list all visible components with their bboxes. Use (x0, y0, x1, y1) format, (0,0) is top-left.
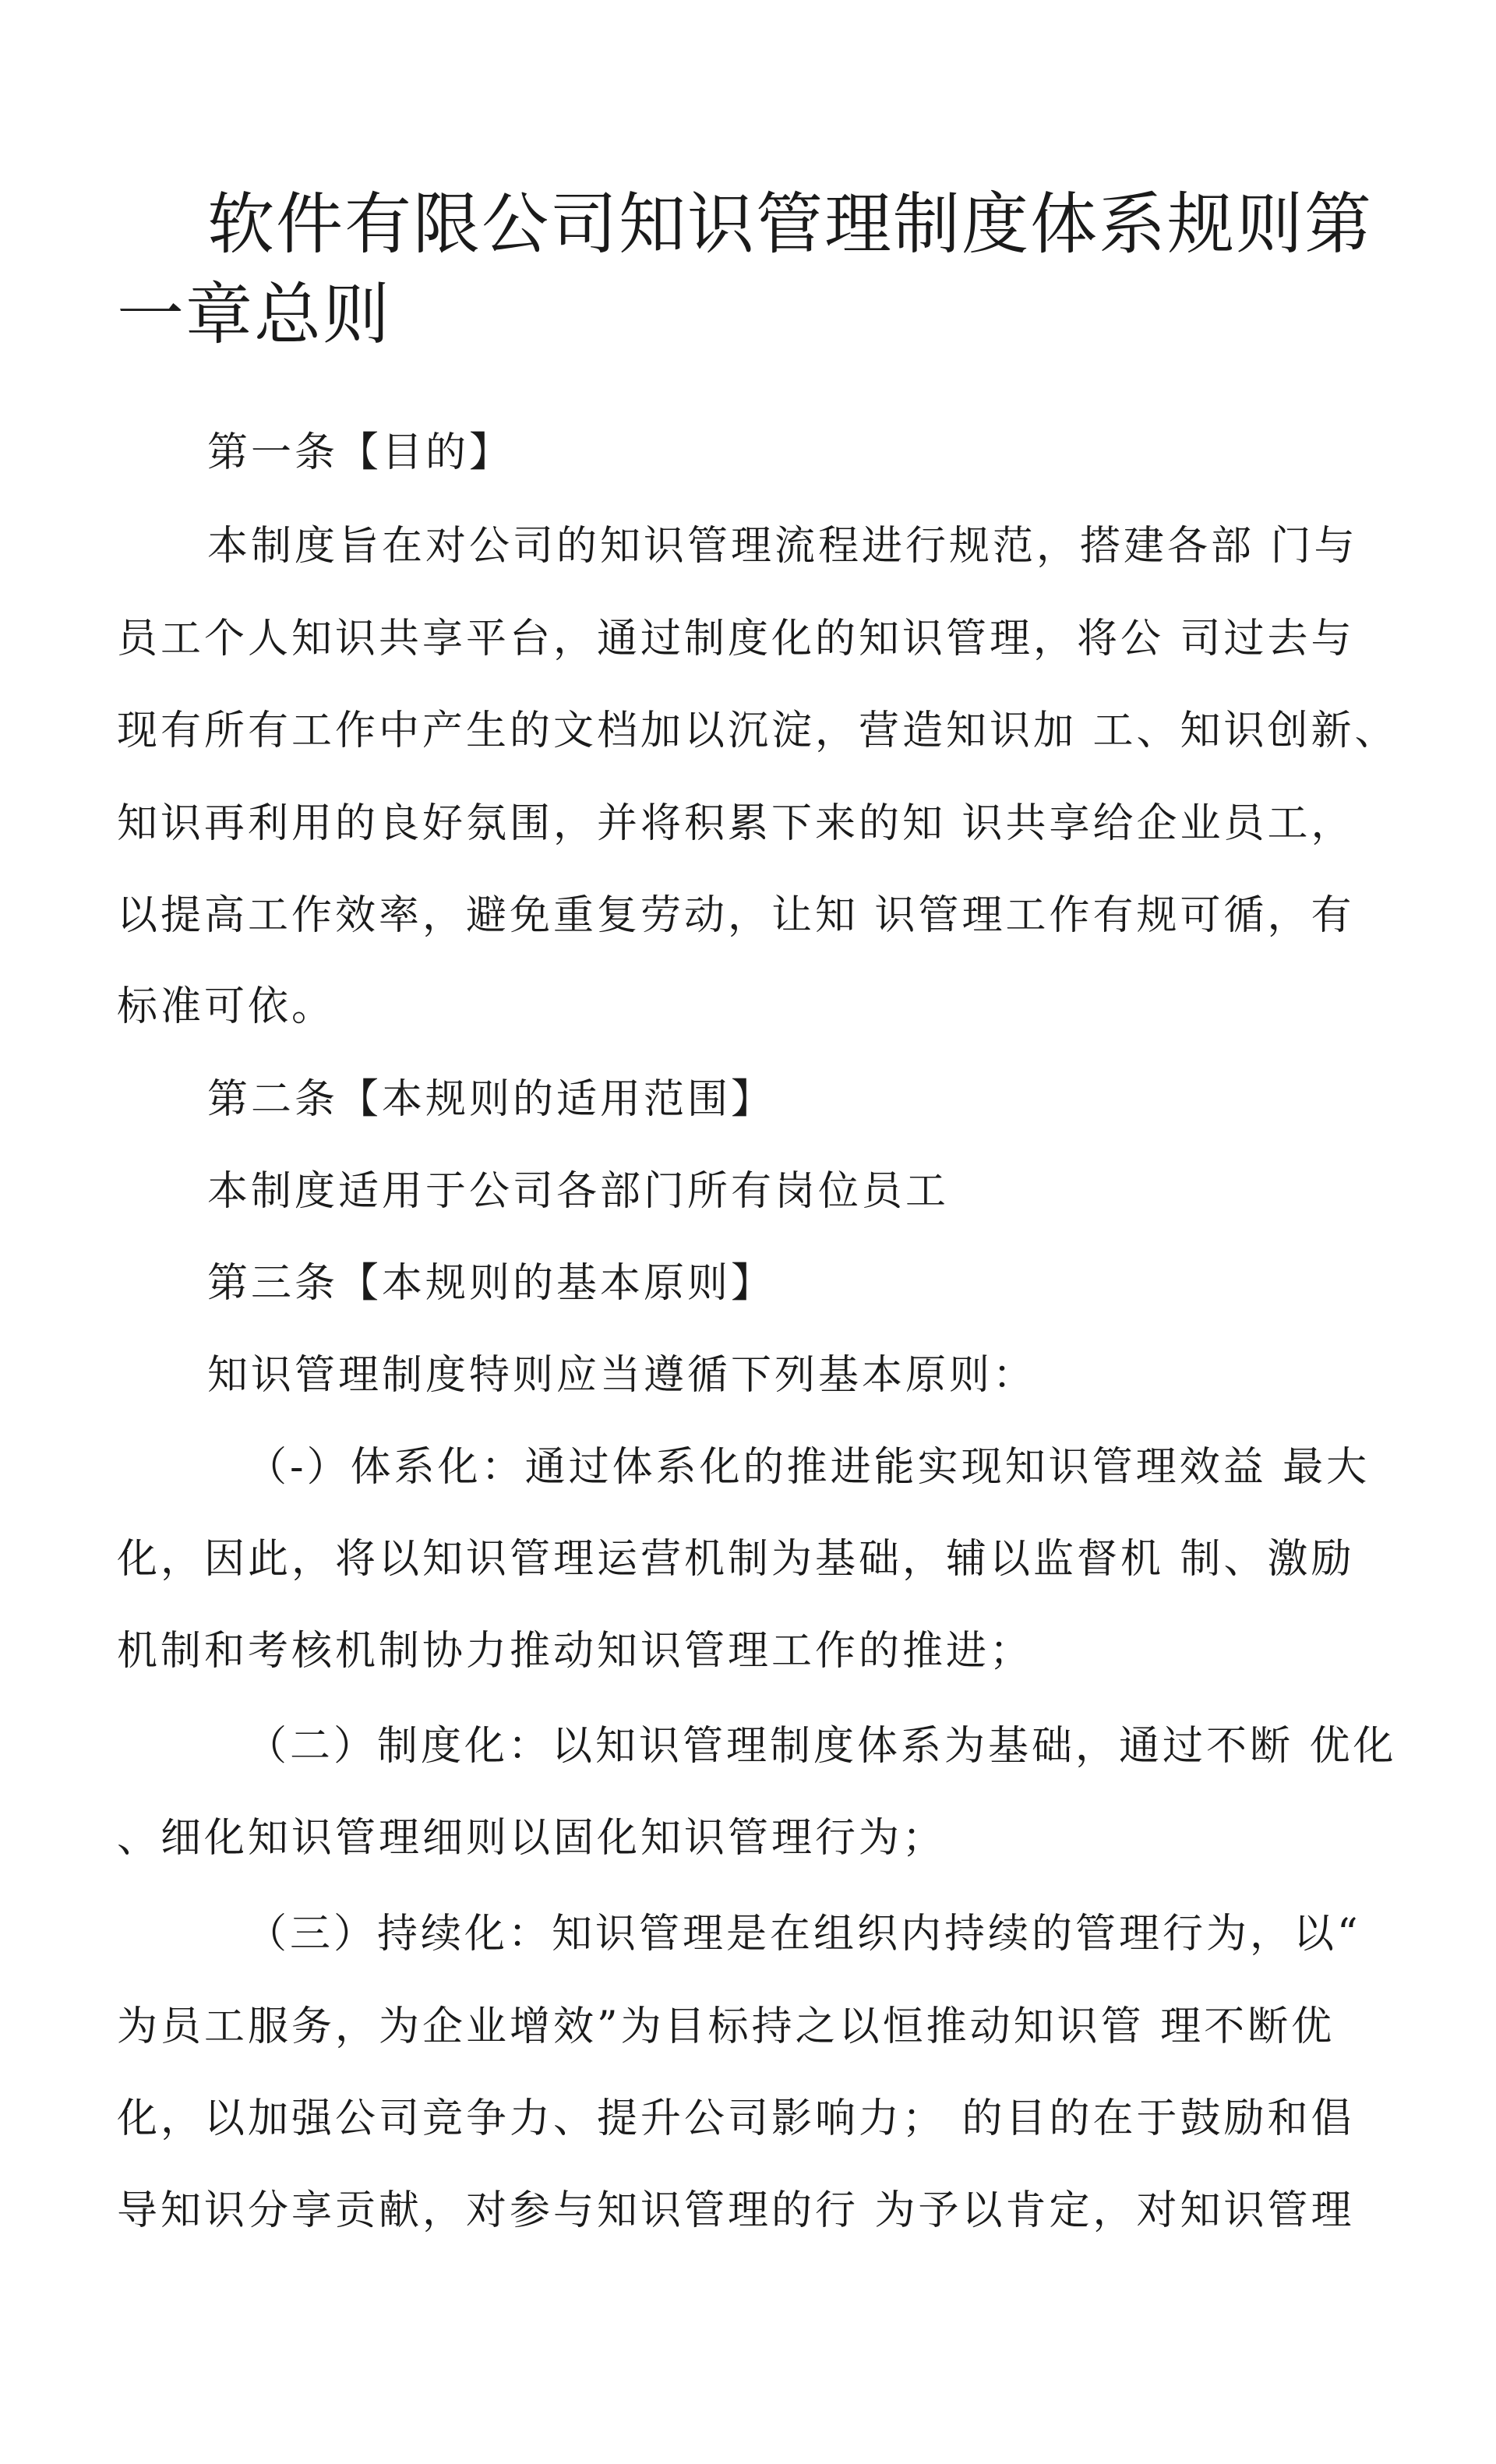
document-title-line-1: 软件有限公司知识管理制度体系规则第 (207, 185, 1373, 263)
paragraph-line: 为员工服务，为企业增效”为目标持之以恒推动知识管 理不断优 (117, 2003, 1335, 2050)
paragraph-line: 知识再利用的良好氛围，并将积累下来的知 识共享给企业员工， (117, 800, 1355, 847)
paragraph-line: 化，因此，将以知识管理运营机制为基础，辅以监督机 制、激励 (117, 1536, 1355, 1583)
paragraph-line: 员工个人知识共享平台，通过制度化的知识管理，将公 司过去与 (117, 616, 1355, 662)
paragraph-line: 本制度适用于公司各部门所有岗位员工 (207, 1168, 950, 1215)
principle-3-line: （三）持续化：知识管理是在组织内持续的管理行为，以“ (246, 1911, 1361, 1957)
paragraph-line: 现有所有工作中产生的文档加以沉淀，营造知识加 工、知识创新、 (117, 708, 1399, 754)
article-1-heading: 第一条【目的】 (207, 429, 513, 476)
paragraph-line: 以提高工作效率，避免重复劳动，让知 识管理工作有规可循，有 (117, 892, 1355, 939)
paragraph-line: 、细化知识管理细则以固化知识管理行为； (117, 1815, 947, 1862)
article-3-heading: 第三条【本规则的基本原则】 (207, 1260, 775, 1307)
document-title-line-2: 一章总则 (117, 276, 391, 354)
principle-2-line: （二）制度化：以知识管理制度体系为基础，通过不断 优化 (246, 1723, 1397, 1770)
paragraph-line: 导知识分享贡献，对参与知识管理的行 为予以肯定，对知识管理 (117, 2187, 1355, 2234)
paragraph-line: 机制和考核机制协力推动知识管理工作的推进； (117, 1628, 1034, 1675)
article-2-heading: 第二条【本规则的适用范围】 (207, 1076, 775, 1123)
paragraph-line: 化，以加强公司竞争力、提升公司影响力； 的目的在于鼓励和倡 (117, 2095, 1355, 2142)
paragraph-line: 知识管理制度特则应当遵循下列基本原则： (207, 1352, 1037, 1399)
paragraph-line: 本制度旨在对公司的知识管理流程进行规范，搭建各部 门与 (207, 523, 1358, 570)
paragraph-line: 标准可依。 (117, 983, 336, 1030)
principle-1-line: （-）体系化：通过体系化的推进能实现知识管理效益 最大 (246, 1444, 1371, 1491)
